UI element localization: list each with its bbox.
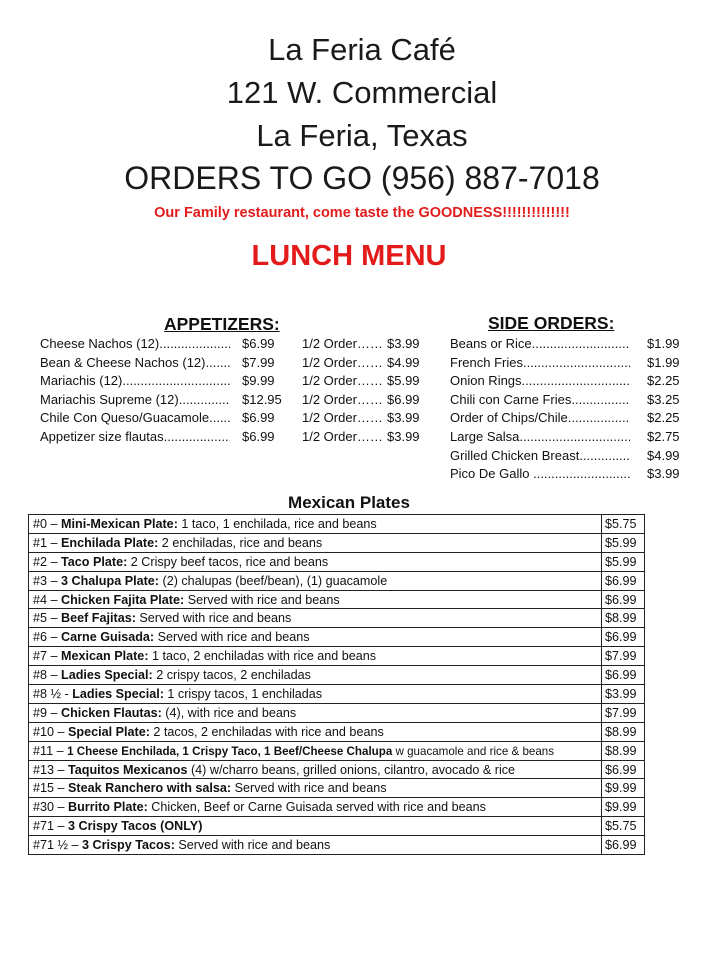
plate-number: #11 – <box>33 743 68 758</box>
plate-number: #71 – <box>33 819 69 834</box>
plate-price: $6.99 <box>602 628 645 647</box>
plate-row <box>29 685 645 704</box>
plate-description <box>29 779 602 798</box>
plate-name: Chicken Fajita Plate: <box>61 592 185 607</box>
appetizer-half-price: $3.99 <box>387 336 420 351</box>
plate-number: #71 ½ – <box>33 838 83 853</box>
appetizer-half-price: $5.99 <box>387 373 420 389</box>
plate-row <box>29 647 645 666</box>
plate-description <box>29 647 602 666</box>
plate-number: #2 – <box>33 554 62 569</box>
plate-description <box>29 533 602 552</box>
plate-number: #1 – <box>33 535 62 550</box>
plate-number: #30 – <box>33 800 69 815</box>
plate-row <box>29 533 645 552</box>
restaurant-name: La Feria Café <box>268 32 456 67</box>
plate-description <box>29 685 602 704</box>
side-order-name: Chili con Carne Fries ..... <box>450 392 630 407</box>
plate-number: #8 – <box>33 668 62 683</box>
side-order-item <box>450 466 685 485</box>
plate-number: #13 – <box>33 762 69 777</box>
plate-details: Served with rice and beans <box>135 611 292 626</box>
appetizer-half-price: $4.99 <box>387 354 420 370</box>
plate-description <box>29 722 602 741</box>
plate-number: #0 – <box>33 516 62 531</box>
plate-description <box>29 703 602 722</box>
plate-description <box>29 666 602 685</box>
plate-number: #9 – <box>33 705 62 720</box>
plate-name: Carne Guisada: <box>61 630 155 645</box>
plate-price: $6.99 <box>602 571 645 590</box>
appetizer-name: Appetizer size flautas ..... <box>40 429 230 444</box>
side-order-item <box>450 355 685 374</box>
plate-name: Enchilada Plate: <box>61 535 159 550</box>
plate-price: $6.99 <box>602 760 645 779</box>
plate-name: 1 Cheese Enchilada, 1 Crispy Taco, 1 Beef/Cheese Chalupa <box>67 744 393 758</box>
side-orders-list <box>450 336 685 485</box>
plate-row <box>29 741 645 760</box>
plate-row <box>29 798 645 817</box>
side-order-name: Large Salsa ..... <box>450 429 630 444</box>
plate-price: $6.99 <box>602 836 645 855</box>
plate-row <box>29 817 645 836</box>
plate-name: Mexican Plate: <box>61 649 149 664</box>
plate-row <box>29 552 645 571</box>
plate-details: 2 Crispy beef tacos, rice and beans <box>127 554 329 569</box>
plate-details: 1 taco, 1 enchilada, rice and beans <box>177 516 377 531</box>
plate-row <box>29 590 645 609</box>
side-order-item <box>450 373 685 392</box>
appetizers-list <box>40 336 430 448</box>
plate-name: Steak Ranchero with salsa: <box>68 781 232 796</box>
plate-description <box>29 552 602 571</box>
mexican-plates-table <box>28 514 645 855</box>
side-order-price: $2.25 <box>647 373 680 389</box>
plate-details: 2 crispy tacos, 2 enchiladas <box>152 668 311 683</box>
plate-description <box>29 628 602 647</box>
plate-price: $8.99 <box>602 741 645 760</box>
appetizer-name: Chile Con Queso/Guacamole ..... <box>40 410 230 425</box>
side-order-price: $2.75 <box>647 428 680 444</box>
plate-price: $7.99 <box>602 647 645 666</box>
restaurant-address: 121 W. Commercial <box>226 75 498 110</box>
appetizer-price: $6.99 <box>242 336 275 351</box>
appetizer-half-price: $3.99 <box>387 410 420 426</box>
plate-number: #15 – <box>33 781 69 796</box>
appetizer-item <box>40 392 430 411</box>
plate-number: #4 – <box>33 592 62 607</box>
appetizer-half-label: 1/2 Order…… <box>302 354 383 370</box>
plate-description <box>29 798 602 817</box>
side-order-name: French Fries ..... <box>450 355 630 370</box>
side-order-price: $3.99 <box>647 466 680 482</box>
plate-description <box>29 760 602 779</box>
appetizer-name: Mariachis Supreme (12) ..... <box>40 392 230 407</box>
plate-price: $8.99 <box>602 609 645 628</box>
plate-description <box>29 817 602 836</box>
plate-price: $9.99 <box>602 798 645 817</box>
plate-row <box>29 836 645 855</box>
plate-name: 3 Crispy Tacos: <box>82 838 175 853</box>
appetizer-item <box>40 355 430 374</box>
plate-row <box>29 779 645 798</box>
plate-price: $3.99 <box>602 685 645 704</box>
appetizer-name: Mariachis (12) ..... <box>40 373 230 388</box>
side-order-name: Order of Chips/Chile ..... <box>450 410 630 425</box>
menu-title: LUNCH MENU <box>251 240 447 272</box>
plate-details: 1 crispy tacos, 1 enchiladas <box>163 686 323 701</box>
side-order-item <box>450 336 685 355</box>
plate-name: Ladies Special: <box>61 668 153 683</box>
side-order-item <box>450 448 685 467</box>
side-order-item <box>450 392 685 411</box>
side-order-name: Grilled Chicken Breast ..... <box>450 448 630 463</box>
plate-row <box>29 571 645 590</box>
plate-name: Chicken Flautas: <box>61 705 162 720</box>
plate-row <box>29 515 645 534</box>
side-order-price: $1.99 <box>647 354 680 370</box>
appetizer-name: Cheese Nachos (12) ..... <box>40 336 230 351</box>
plate-description <box>29 515 602 534</box>
plate-description <box>29 836 602 855</box>
plate-name: Mini-Mexican Plate: <box>61 516 178 531</box>
plate-row <box>29 703 645 722</box>
plate-name: Burrito Plate: <box>68 800 148 815</box>
tagline: Our Family restaurant, come taste the GOODNESS!!!!!!!!!!!!!! <box>154 205 570 221</box>
plate-details: (4), with rice and beans <box>161 705 297 720</box>
appetizer-half-price: $6.99 <box>387 391 420 407</box>
side-order-price: $3.25 <box>647 391 680 407</box>
plate-description <box>29 590 602 609</box>
side-order-item <box>450 410 685 429</box>
appetizer-half-label: 1/2 Order…… <box>302 373 383 389</box>
plate-price: $6.99 <box>602 666 645 685</box>
appetizer-price: $12.95 <box>242 391 282 407</box>
plate-row <box>29 760 645 779</box>
appetizer-price: $6.99 <box>242 428 275 444</box>
plate-description <box>29 571 602 590</box>
side-order-price: $2.25 <box>647 410 680 426</box>
plate-number: #7 – <box>33 649 62 664</box>
plate-details: (4) w/charro beans, grilled onions, cilantro, avocado & rice <box>187 762 516 777</box>
plate-number: #5 – <box>33 611 62 626</box>
plate-number: #3 – <box>33 573 62 588</box>
plate-details: Served with rice and beans <box>154 630 310 645</box>
plate-details: Served with rice and beans <box>174 838 331 853</box>
plate-name: Taco Plate: <box>61 554 128 569</box>
plate-number: #10 – <box>33 724 69 739</box>
appetizer-name: Bean & Cheese Nachos (12) ..... <box>40 355 230 370</box>
plate-details: 2 enchiladas, rice and beans <box>158 535 323 550</box>
side-order-price: $4.99 <box>647 447 680 463</box>
appetizer-half-label: 1/2 Order…… <box>302 428 383 444</box>
plate-name: Beef Fajitas: <box>61 611 136 626</box>
appetizer-half-label: 1/2 Order…… <box>302 336 383 351</box>
plate-name: 3 Chalupa Plate: <box>61 573 159 588</box>
appetizer-item <box>40 429 430 448</box>
appetizer-item <box>40 410 430 429</box>
plate-details: 2 tacos, 2 enchiladas with rice and beans <box>149 724 384 739</box>
plate-price: $5.99 <box>602 533 645 552</box>
plate-price: $5.75 <box>602 817 645 836</box>
orders-phone: ORDERS TO GO (956) 887-7018 <box>124 160 600 196</box>
appetizer-half-price: $3.99 <box>387 428 420 444</box>
appetizer-item <box>40 373 430 392</box>
plate-number: #6 – <box>33 630 62 645</box>
appetizer-price: $7.99 <box>242 354 275 370</box>
plate-details: (2) chalupas (beef/bean), (1) guacamole <box>159 573 388 588</box>
plate-row <box>29 628 645 647</box>
plate-price: $9.99 <box>602 779 645 798</box>
side-orders-title: SIDE ORDERS: <box>488 313 615 333</box>
plate-details: w guacamole and rice & beans <box>392 744 555 758</box>
plate-number: #8 ½ - <box>33 686 73 701</box>
plate-details: Served with rice and beans <box>231 781 387 796</box>
side-order-name: Beans or Rice ..... <box>450 336 630 351</box>
plate-row <box>29 722 645 741</box>
plate-price: $8.99 <box>602 722 645 741</box>
plate-price: $5.99 <box>602 552 645 571</box>
plate-name: Ladies Special: <box>72 686 164 701</box>
plate-details: Served with rice and beans <box>184 592 340 607</box>
restaurant-header <box>0 28 724 222</box>
appetizer-price: $6.99 <box>242 410 275 426</box>
plate-details: 1 taco, 2 enchiladas with rice and beans <box>148 649 377 664</box>
plate-row <box>29 666 645 685</box>
plate-description <box>29 609 602 628</box>
plate-details: Chicken, Beef or Carne Guisada served with rice and beans <box>147 800 486 815</box>
plate-price: $7.99 <box>602 703 645 722</box>
plate-name: 3 Crispy Tacos (ONLY) <box>68 819 203 834</box>
restaurant-city: La Feria, Texas <box>256 118 468 153</box>
appetizers-title: APPETIZERS: <box>164 314 280 334</box>
appetizer-half-label: 1/2 Order…… <box>302 391 383 407</box>
plate-name: Taquitos Mexicanos <box>68 762 188 777</box>
appetizer-item <box>40 336 430 355</box>
plate-price: $6.99 <box>602 590 645 609</box>
side-order-name: Onion Rings ..... <box>450 373 630 388</box>
appetizer-half-label: 1/2 Order…… <box>302 410 383 426</box>
side-order-name: Pico De Gallo ..... <box>450 466 630 481</box>
plate-row <box>29 609 645 628</box>
appetizer-price: $9.99 <box>242 373 275 389</box>
mexican-plates-title: Mexican Plates <box>288 493 410 512</box>
side-order-item <box>450 429 685 448</box>
side-order-price: $1.99 <box>647 336 680 351</box>
plate-price: $5.75 <box>602 515 645 534</box>
plate-description <box>29 741 602 760</box>
plate-name: Special Plate: <box>68 724 150 739</box>
